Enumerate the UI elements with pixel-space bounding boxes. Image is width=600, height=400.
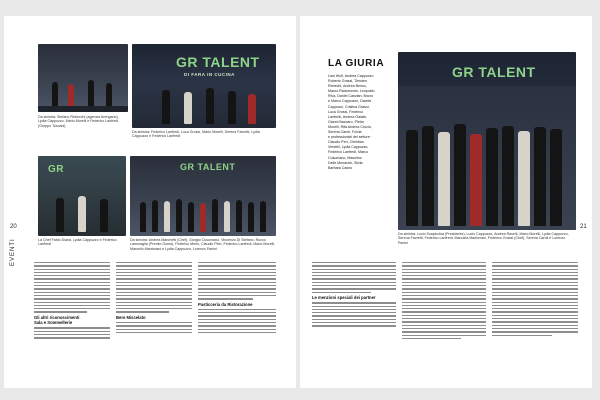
photo-caption-bottom-left: La Chef Fabio Diana, Lydia Cappuzzo e Federico Lanfredi: [38, 238, 117, 247]
photo-caption-top-right: Da sinistra: Federico Lanfredi, Luca Grossi, Mario Morelli, Serena Favretti, Lydia Cappuzzo e Federico Lanfredi: [132, 130, 260, 139]
subhead-bere: Bere Miscelato: [116, 314, 146, 320]
left-page: [4, 16, 296, 388]
subhead-pasticceria: Pasticceria da Ristorazione: [198, 301, 253, 307]
jury-name: Rebechi, Andrea Benso,: [328, 84, 367, 89]
article-column-4: [312, 260, 396, 382]
jury-name: Federico Lanfredi, Marco: [328, 150, 368, 155]
photo-jury-group: GR TALENT: [398, 52, 576, 230]
jury-name: Cappucci, Cristina Grassi,: [328, 104, 370, 109]
jury-name: e professionisti del settore:: [328, 135, 371, 140]
jury-name: Morelli, Rita Andrea Crucio,: [328, 124, 372, 129]
article-column-5: [402, 260, 486, 382]
jury-name: Verdelli, Lydia Cappuzzo,: [328, 145, 369, 150]
jury-name: Luca Grossi, Federico: [328, 109, 364, 114]
jury-name: Barbara Casiro: [328, 165, 353, 170]
section-label: EVENTI: [10, 238, 16, 266]
photo-caption-jury: Da sinistra: Lucio Scapicchia (Presidente), Lucio Cappuzzo, Andrea Ravelli, Mario Morelli, Lydia Cappuzzo, Serena Favretti, Federico Lanfredi, Manuela Mantovani, Federico Grassi (Chef), Serena Caroli e Lorenzo Panini: [398, 232, 569, 245]
subhead-other-awards: Gli altri riconoscimenti: [34, 314, 80, 320]
jury-name: Serena Caroli, Fulvia: [328, 130, 362, 135]
jury-name: Delle Monache, Silvia: [328, 160, 363, 165]
jury-name: Riva, Daniel Canzian, Bruno: [328, 94, 374, 99]
right-page: [300, 16, 592, 388]
photo-award-ceremony-2: GR TALENT DI FARA IN CUCINA: [132, 44, 276, 128]
jury-name: Lanfredi, Andrea Galate,: [328, 114, 367, 119]
page-number-left: 20: [10, 224, 17, 230]
jury-name: Claudio Peri, Christian: [328, 140, 364, 145]
jury-name: Roberto Grassi, Timoteo: [328, 79, 367, 84]
jury-name: Mauro Radomonto, Leopoldo: [328, 89, 375, 94]
jury-name: Cusumano, Massimo: [328, 155, 362, 160]
jury-name: e Marco Cappuzzo, Davide: [328, 99, 372, 104]
subhead-sala: Sala e Sommellerie: [34, 320, 73, 326]
article-column-1: [34, 260, 110, 382]
jury-name: Gianni Baccaro, Pietro: [328, 119, 364, 124]
photo-caption-top-left: Da sinistra: Stefano Rebecchi (agenzia Arengario), Lydia Cappuzzo, Mario Morelli e Federico Lanfredi (Gruppo Toscani): [38, 115, 119, 128]
photo-award-ceremony-3: GR: [38, 156, 126, 236]
article-column-6: [492, 260, 578, 382]
photo-award-ceremony-1: [38, 44, 128, 112]
page-number-right: 21: [580, 224, 587, 230]
article-column-3: [198, 260, 276, 382]
jury-name: Lian Wolf, Andrea Cappuzzo: [328, 74, 374, 78]
photo-caption-bottom-right: Da sinistra: Andrea Marchetti (Chef), Giorgio Cusumano, Vincenzo Di Stefano, Rocco Lamuraglia (Premio Guest), Federico Merlo, Claudio Pieri, Federico Lanfredi, Mario Morelli, Marcello Mantovani e Lydia Cappuzzo, Lorenzo Panini: [130, 238, 276, 251]
article-column-2: [116, 260, 192, 382]
photo-group-award: GR TALENT: [130, 156, 276, 236]
talent-logo: GR TALENT: [176, 54, 260, 70]
jury-heading: LA GIURIA: [328, 58, 385, 69]
subhead-menzioni: Le menzioni speciali dei partner: [312, 294, 376, 300]
jury-names-list: [328, 74, 394, 171]
